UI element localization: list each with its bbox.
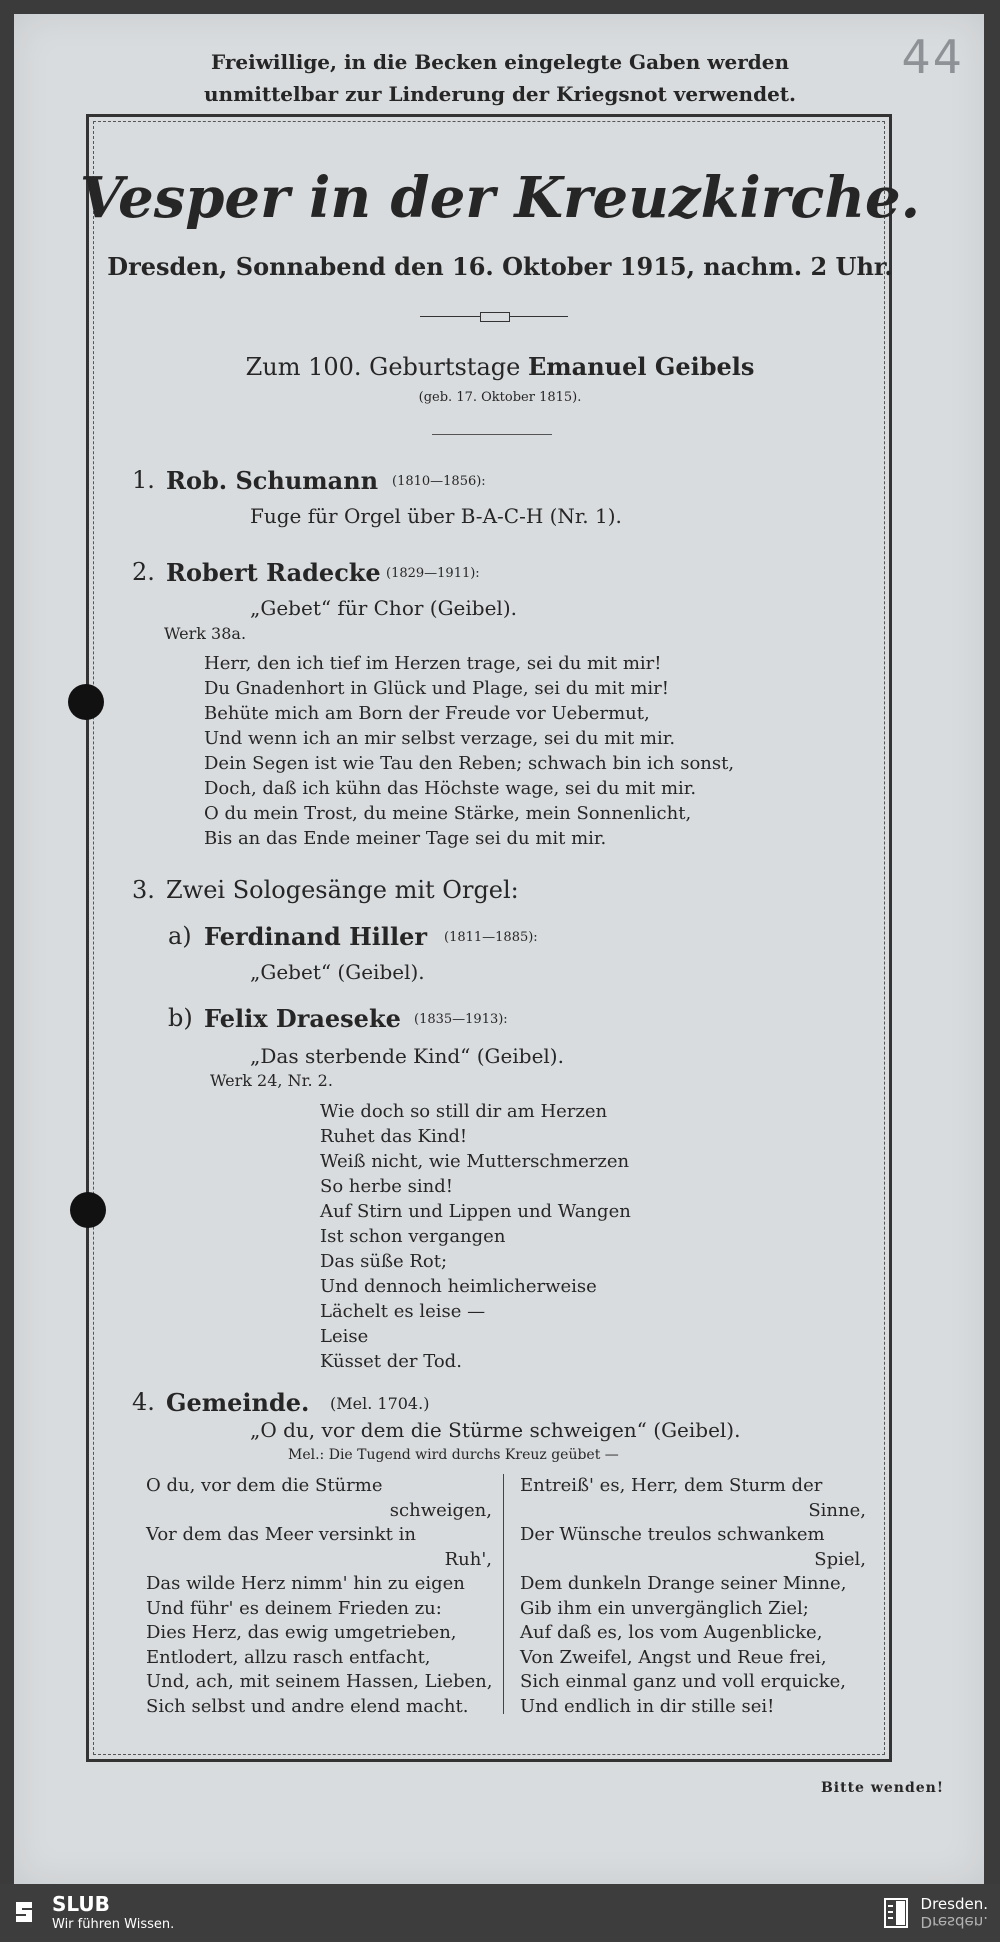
hymn-stanza-right [520, 1474, 866, 1719]
item-4-melody: Mel.: Die Tugend wird durchs Kreuz geübet — [288, 1447, 619, 1463]
item-1-number: 1. [132, 466, 155, 494]
item-3b-opus: Werk 24, Nr. 2. [210, 1071, 333, 1090]
lyric-line: Bis an das Ende meiner Tage sei du mit mir. [204, 828, 607, 849]
item-1-dates: (1810—1856): [392, 474, 486, 489]
item-3b-work: „Das sterbende Kind“ (Geibel). [250, 1044, 564, 1068]
hymn-line: Spiel, [814, 1548, 866, 1570]
hymn-line: Das wilde Herz nimm' hin zu eigen [146, 1573, 465, 1594]
hymn-line: Der Wünsche treulos schwankem [520, 1524, 825, 1545]
hymn-line: Entreiß' es, Herr, dem Sturm der [520, 1475, 823, 1496]
page-title: Vesper in der Kreuzkirche. [79, 165, 921, 231]
item-4-work: „O du, vor dem die Stürme schweigen“ (Geibel). [250, 1418, 741, 1442]
item-3b-lyrics [320, 1099, 631, 1374]
ornament-divider [420, 312, 568, 322]
hymn-line: Entlodert, allzu rasch entfacht, [146, 1646, 431, 1668]
donation-notice [0, 46, 1000, 110]
lyric-line: Das süße Rot; [320, 1251, 448, 1272]
item-4-mel: (Mel. 1704.) [330, 1394, 430, 1413]
lyric-line: Wie doch so still dir am Herzen [320, 1101, 608, 1122]
lyric-line: Auf Stirn und Lippen und Wangen [320, 1201, 631, 1222]
lyric-line: Und dennoch heimlicherweise [320, 1276, 597, 1297]
item-1-work: Fuge für Orgel über B-A-C-H (Nr. 1). [250, 504, 622, 528]
item-3-heading: Zwei Sologesänge mit Orgel: [166, 876, 519, 904]
item-3-number: 3. [132, 876, 155, 904]
lyric-line: Ist schon vergangen [320, 1226, 506, 1247]
hymn-line: Ruh', [444, 1548, 492, 1570]
hymn-line: Gib ihm ein unvergänglich Ziel; [520, 1597, 809, 1619]
slub-name[interactable]: SLUB [52, 1892, 110, 1916]
hymn-line: Sinne, [808, 1499, 866, 1521]
item-4-number: 4. [132, 1388, 155, 1416]
section-rule [432, 434, 552, 435]
item-2-opus: Werk 38a. [164, 624, 247, 643]
hymn-stanza-left [146, 1474, 492, 1719]
notice-line-1: Freiwillige, in die Becken eingelegte Gaben werden [211, 50, 789, 74]
hymn-line: Dem dunkeln Drange seiner Minne, [520, 1573, 847, 1594]
hymn-line: Dies Herz, das ewig umgetrieben, [146, 1622, 457, 1643]
item-3a-dates: (1811—1885): [444, 930, 538, 945]
hymn-line: schweigen, [389, 1499, 492, 1521]
viewer-footer-bar [0, 1884, 1000, 1942]
notice-line-2: unmittelbar zur Linderung der Kriegsnot verwendet. [203, 82, 796, 106]
hymn-line: Auf daß es, los vom Augenblicke, [520, 1622, 823, 1643]
item-3a-letter: a) [168, 922, 192, 950]
slub-logo-icon[interactable] [10, 1896, 38, 1928]
item-3a-work: „Gebet“ (Geibel). [250, 960, 425, 984]
lyric-line: Küsset der Tod. [320, 1351, 462, 1372]
lyric-line: Dein Segen ist wie Tau den Reben; schwach bin ich sonst, [204, 753, 735, 774]
birth-note: (geb. 17. Oktober 1815). [418, 390, 582, 405]
item-3b-composer: Felix Draeseke [204, 1004, 401, 1033]
dresden-wordmark[interactable] [921, 1896, 988, 1930]
dresden-line-2: Dresden. [920, 1913, 988, 1931]
lyric-line: Behüte mich am Born der Freude vor Uebermut, [204, 703, 650, 724]
page-number: 44 [901, 30, 964, 84]
item-3b-letter: b) [168, 1004, 193, 1032]
hymn-line: Von Zweifel, Angst und Reue frei, [520, 1646, 827, 1668]
lyric-line: So herbe sind! [320, 1176, 453, 1197]
hymn-line: O du, vor dem die Stürme [146, 1475, 383, 1496]
occasion-name: Emanuel Geibels [527, 352, 755, 381]
item-2-number: 2. [132, 558, 155, 586]
event-date: Dresden, Sonnabend den 16. Oktober 1915, nachm. 2 Uhr. [107, 252, 893, 281]
item-3a-composer: Ferdinand Hiller [204, 922, 428, 951]
lyric-line: Lächelt es leise — [320, 1301, 486, 1322]
hymn-line: Und endlich in dir stille sei! [520, 1695, 775, 1717]
item-2-dates: (1829—1911): [386, 566, 480, 581]
lyric-line: Weiß nicht, wie Mutterschmerzen [320, 1151, 630, 1172]
item-3b-dates: (1835—1913): [414, 1012, 508, 1027]
lyric-line: Und wenn ich an mir selbst verzage, sei du mit mir. [204, 728, 676, 749]
occasion-prefix: Zum 100. Geburtstage [245, 353, 521, 381]
column-divider [503, 1474, 504, 1714]
lyric-line: Ruhet das Kind! [320, 1126, 468, 1147]
item-1-composer: Rob. Schumann [166, 466, 379, 495]
dresden-line-1: Dresden. [920, 1895, 988, 1913]
item-4-heading: Gemeinde. [166, 1388, 310, 1417]
item-2-lyrics [204, 651, 734, 851]
lyric-line: Du Gnadenhort in Glück und Plage, sei du mit mir! [204, 678, 670, 699]
occasion-heading [0, 352, 1000, 381]
turn-page-note: Bitte wenden! [820, 1780, 944, 1796]
hymn-line: Sich einmal ganz und voll erquicke, [520, 1671, 846, 1692]
hymn-line: Und führ' es deinem Frieden zu: [146, 1597, 442, 1619]
lyric-line: O du mein Trost, du meine Stärke, mein Sonnenlicht, [204, 803, 692, 824]
hymn-line: Sich selbst und andre elend macht. [146, 1695, 469, 1717]
lyric-line: Doch, daß ich kühn das Höchste wage, sei du mit mir. [204, 778, 697, 799]
punch-hole [68, 684, 104, 720]
hymn-line: Vor dem das Meer versinkt in [146, 1524, 416, 1545]
lyric-line: Herr, den ich tief im Herzen trage, sei du mit mir! [204, 653, 662, 674]
hymn-line: Und, ach, mit seinem Hassen, Lieben, [146, 1671, 493, 1692]
slub-tagline: Wir führen Wissen. [52, 1917, 175, 1932]
dresden-logo-icon[interactable] [884, 1898, 908, 1928]
punch-hole [70, 1192, 106, 1228]
lyric-line: Leise [320, 1326, 369, 1347]
item-2-composer: Robert Radecke [166, 558, 381, 587]
item-2-work: „Gebet“ für Chor (Geibel). [250, 596, 517, 620]
